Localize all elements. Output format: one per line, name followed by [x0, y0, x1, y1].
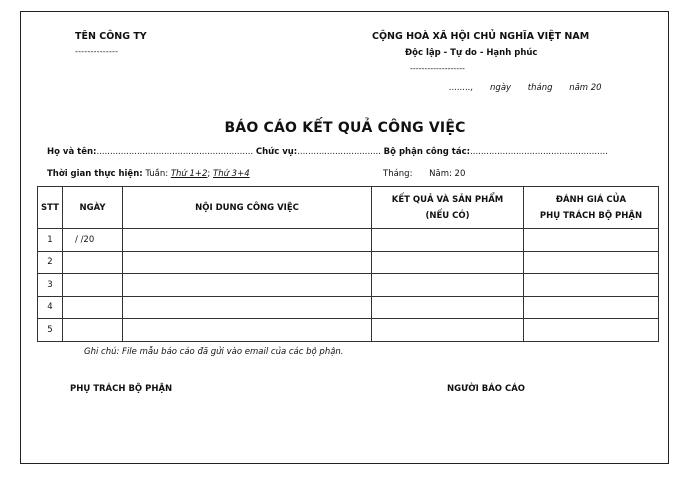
note-text: Ghi chú: File mẫu báo cáo đã gửi vào email của các bộ phận.: [84, 347, 344, 357]
row-stt: 2: [38, 251, 63, 274]
date-month: tháng: [527, 83, 553, 93]
row-evaluation[interactable]: [524, 229, 659, 252]
info-fields-row: [47, 147, 608, 157]
row-evaluation[interactable]: [524, 296, 659, 319]
name-field[interactable]: ..........................................................: [96, 147, 254, 157]
company-name: TÊN CÔNG TY: [75, 31, 147, 42]
row-result[interactable]: [372, 274, 524, 297]
row-evaluation[interactable]: [524, 274, 659, 297]
time-week: Tuần:: [145, 169, 169, 179]
time-label: Thời gian thực hiện:: [47, 169, 143, 179]
table-row: [38, 229, 659, 252]
header-evaluation-line2: PHỤ TRÁCH BỘ PHẬN: [539, 210, 643, 221]
time-sep: ;: [207, 169, 211, 179]
table-row: [38, 274, 659, 297]
row-content[interactable]: [123, 319, 372, 342]
row-date[interactable]: [63, 251, 123, 274]
position-field[interactable]: ...............................: [297, 147, 381, 157]
row-result[interactable]: [372, 229, 524, 252]
time-day2: Thứ 3+4: [213, 169, 250, 179]
table-row: [38, 296, 659, 319]
signature-reporter: NGƯỜI BÁO CÁO: [447, 384, 526, 394]
name-label: Họ và tên:: [47, 147, 97, 157]
row-date[interactable]: [63, 319, 123, 342]
row-result[interactable]: [372, 251, 524, 274]
department-field[interactable]: ...................................................: [470, 147, 608, 157]
national-title: CỘNG HOÀ XÃ HỘI CHỦ NGHĨA VIỆT NAM: [372, 31, 590, 42]
position-label: Chức vụ:: [255, 147, 298, 157]
table-row: [38, 319, 659, 342]
row-evaluation[interactable]: [524, 319, 659, 342]
header-result: [372, 187, 524, 229]
date-year: năm 20: [569, 83, 602, 93]
row-date[interactable]: [63, 296, 123, 319]
page-title: BÁO CÁO KẾT QUẢ CÔNG VIỆC: [224, 120, 466, 136]
company-underline: --------------: [75, 47, 119, 56]
row-date[interactable]: [63, 274, 123, 297]
row-date[interactable]: / /20: [63, 229, 123, 252]
row-evaluation[interactable]: [524, 251, 659, 274]
header-result-line1: KẾT QUẢ VÀ SẢN PHẨM: [391, 194, 504, 205]
date-dots: ........,: [449, 83, 474, 93]
time-row: [47, 169, 250, 179]
row-result[interactable]: [372, 319, 524, 342]
header-result-line2: (NẾU CÓ): [425, 210, 470, 221]
report-table: [37, 186, 659, 342]
table-header-row: [38, 187, 659, 229]
row-content[interactable]: [123, 296, 372, 319]
month-label: Tháng:: [383, 169, 413, 179]
table-row: [38, 251, 659, 274]
row-stt: 5: [38, 319, 63, 342]
date-line: [449, 83, 616, 93]
year-label: Năm: 20: [429, 169, 466, 179]
row-content[interactable]: [123, 229, 372, 252]
month-row: [383, 169, 479, 179]
row-stt: 1: [38, 229, 63, 252]
row-stt: 3: [38, 274, 63, 297]
header-date: NGÀY: [63, 187, 123, 229]
header-content: NỘI DUNG CÔNG VIỆC: [123, 187, 372, 229]
national-motto: Độc lập - Tự do - Hạnh phúc: [405, 48, 538, 58]
row-content[interactable]: [123, 251, 372, 274]
time-day1: Thứ 1+2: [170, 169, 208, 179]
date-day: ngày: [490, 83, 512, 93]
signature-department-head: PHỤ TRÁCH BỘ PHẬN: [70, 384, 173, 394]
header-evaluation-line1: ĐÁNH GIÁ CỦA: [555, 194, 627, 205]
header-stt: STT: [38, 187, 63, 229]
department-label: Bộ phận công tác:: [383, 147, 471, 157]
row-stt: 4: [38, 296, 63, 319]
header-evaluation: [524, 187, 659, 229]
row-result[interactable]: [372, 296, 524, 319]
row-content[interactable]: [123, 274, 372, 297]
motto-underline: -------------------: [410, 64, 465, 73]
